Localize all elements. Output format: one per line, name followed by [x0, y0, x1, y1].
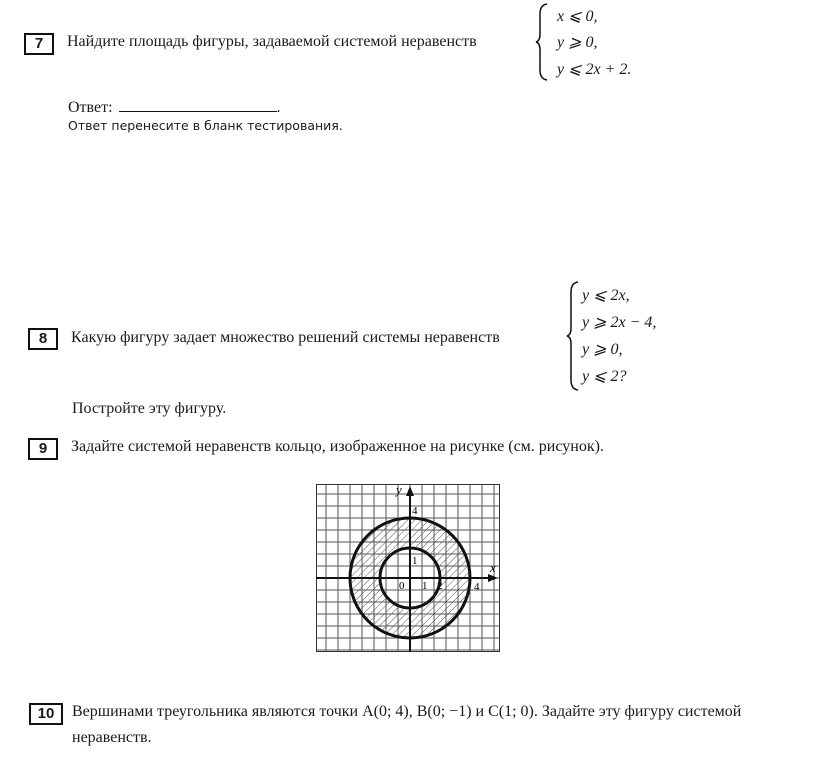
task-8-text: Какую фигуру задает множество решений системы неравенств — [71, 329, 500, 346]
system-8-line-2: y ⩾ 2x − 4, — [582, 314, 657, 331]
task-10-text: Вершинами треугольника являются точки A(0; 4), B(0; −1) и C(1; 0). Задайте эту фигуру системой неравенств. — [72, 703, 742, 746]
task-8-followup: Постройте эту фигуру. — [72, 400, 227, 417]
axis-y-label: y — [396, 484, 402, 497]
ring-shading — [316, 484, 500, 652]
task-8-system — [566, 280, 706, 392]
ring-figure-svg — [316, 484, 500, 652]
answer-blank[interactable] — [119, 97, 277, 112]
origin-label: 0 — [399, 580, 405, 592]
task-7-text: Найдите площадь фигуры, задаваемой системой неравенств — [67, 33, 477, 50]
ring-figure — [316, 484, 500, 657]
system-7-line-2: y ⩾ 0, — [557, 34, 598, 51]
system-7-line-1: x ⩽ 0, — [557, 8, 598, 25]
task-9-text: Задайте системой неравенств кольцо, изображенное на рисунке (см. рисунок). — [71, 438, 604, 455]
system-8-line-1: y ⩽ 2x, — [582, 287, 630, 304]
system-8-line-4: y ⩽ 2? — [582, 368, 627, 385]
y-tick-label-4: 4 — [412, 505, 418, 517]
answer-note: Ответ перенесите в бланк тестирования. — [68, 118, 343, 133]
axis-x-label: x — [490, 560, 496, 575]
x-tick-label-1: 1 — [422, 580, 428, 592]
system-7-line-3: y ⩽ 2x + 2. — [557, 61, 632, 78]
answer-row — [68, 97, 281, 117]
brace-icon — [535, 2, 549, 82]
x-tick-label-4: 4 — [474, 581, 480, 593]
task-number-8: 8 — [28, 328, 58, 350]
task-number-9: 9 — [28, 438, 58, 460]
task-7-system — [535, 2, 675, 82]
answer-label: Ответ: — [68, 99, 113, 116]
task-number-7: 7 — [24, 33, 54, 55]
brace-icon — [566, 280, 580, 392]
x-tick-label-2: 2 — [437, 580, 443, 592]
y-tick-label-1: 1 — [412, 555, 418, 567]
answer-end: . — [276, 99, 281, 116]
task-number-10: 10 — [29, 703, 63, 725]
system-8-line-3: y ⩾ 0, — [582, 341, 623, 358]
